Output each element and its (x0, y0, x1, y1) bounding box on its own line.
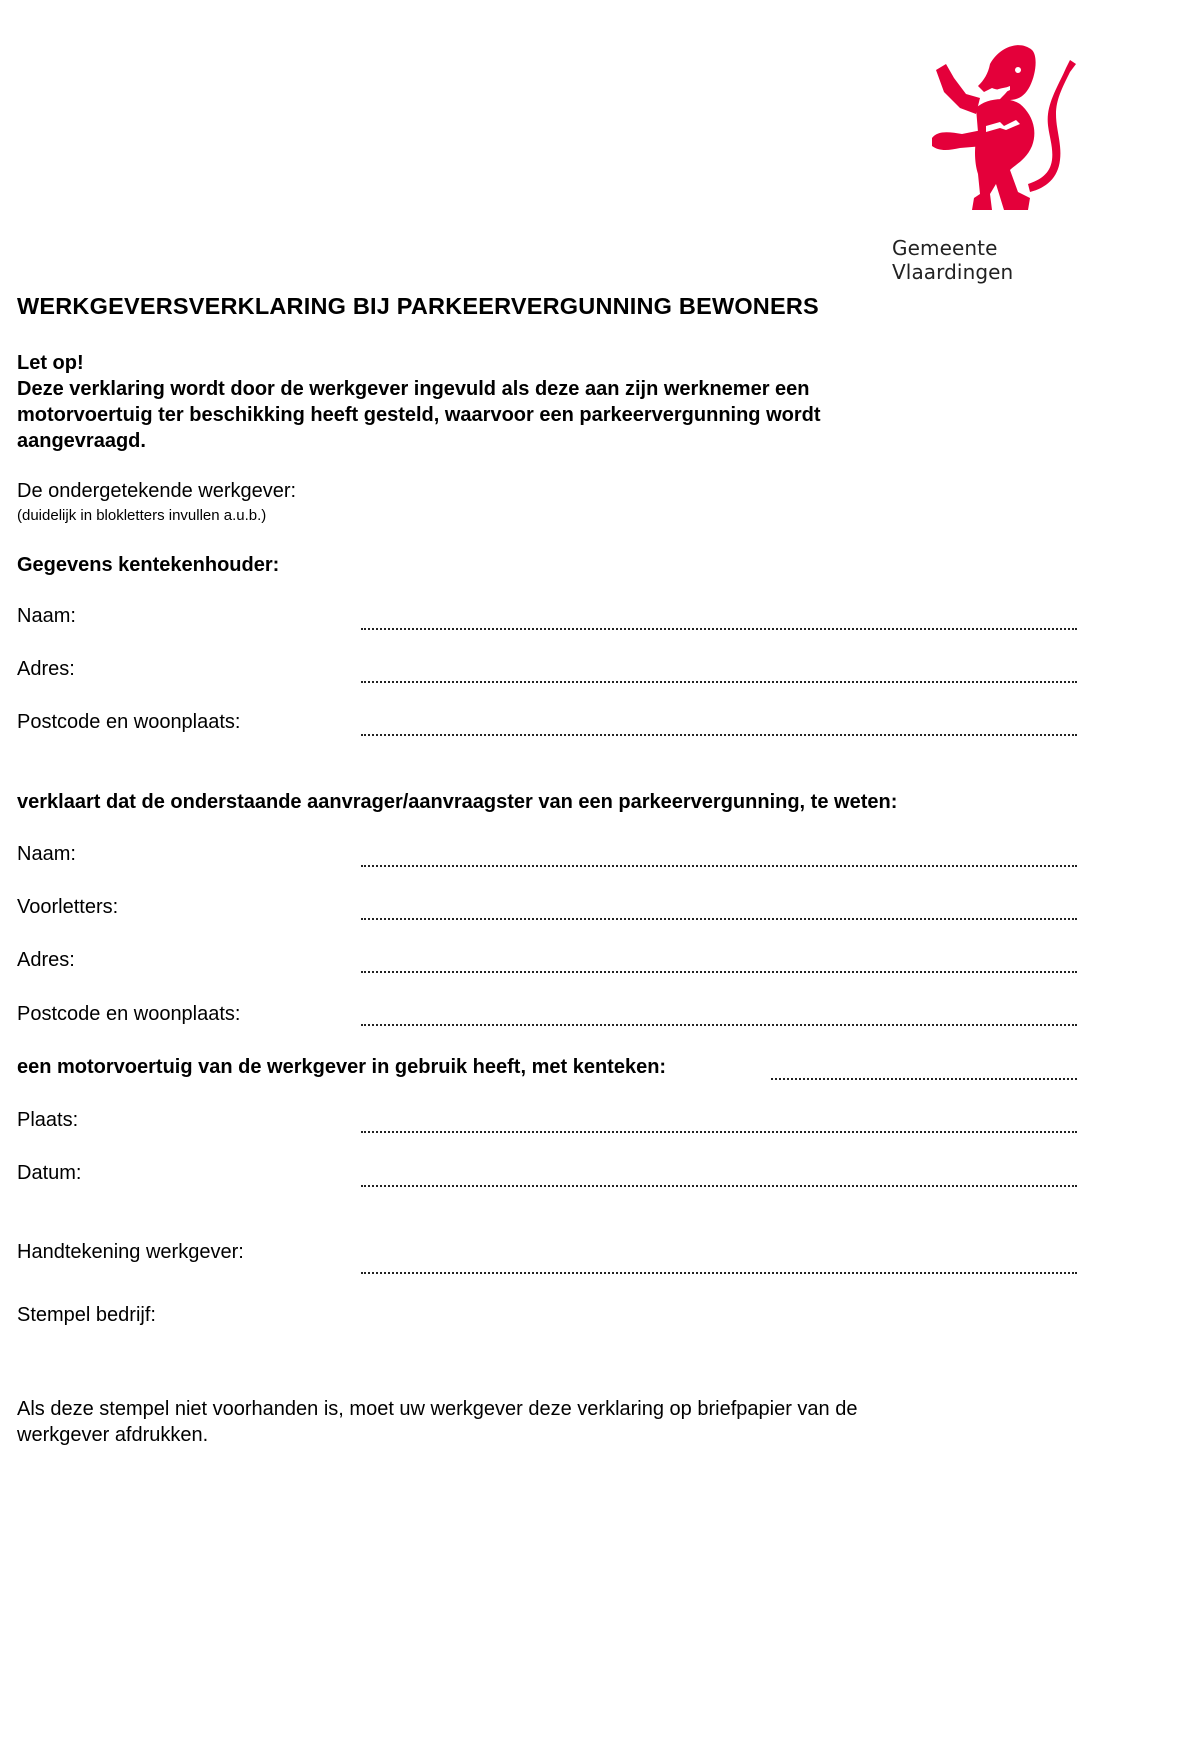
applicant-postcode-city-label: Postcode en woonplaats: (17, 1003, 241, 1025)
date-label: Datum: (17, 1162, 82, 1184)
holder-heading: Gegevens kentekenhouder: (17, 554, 280, 576)
holder-address-field[interactable] (361, 681, 1077, 683)
footer-line: werkgever afdrukken. (17, 1424, 209, 1446)
date-field[interactable] (361, 1185, 1077, 1187)
applicant-initials-field[interactable] (361, 918, 1077, 920)
notice-block (17, 350, 1017, 454)
holder-name-field[interactable] (361, 628, 1077, 630)
notice-line: Deze verklaring wordt door de werkgever ingevuld als deze aan zijn werknemer een (17, 378, 810, 400)
license-plate-field[interactable] (771, 1078, 1077, 1080)
holder-address-label: Adres: (17, 658, 75, 680)
applicant-address-field[interactable] (361, 971, 1077, 973)
holder-postcode-city-label: Postcode en woonplaats: (17, 711, 241, 733)
signature-field[interactable] (361, 1272, 1077, 1274)
place-label: Plaats: (17, 1109, 79, 1131)
lion-icon (920, 34, 1080, 234)
municipality-name: Gemeente Vlaardingen (892, 236, 1014, 284)
footer-line: Als deze stempel niet voorhanden is, moet uw werkgever deze verklaring op briefpapier van de (17, 1398, 858, 1420)
place-field[interactable] (361, 1131, 1077, 1133)
notice-heading: Let op! (17, 352, 84, 374)
declaration-text: verklaart dat de onderstaande aanvrager/aanvraagster van een parkeervergunning, te weten: (17, 791, 898, 813)
notice-line: aangevraagd. (17, 430, 146, 452)
applicant-name-label: Naam: (17, 843, 76, 865)
applicant-name-field[interactable] (361, 865, 1077, 867)
applicant-initials-label: Voorletters: (17, 896, 119, 918)
holder-name-label: Naam: (17, 605, 76, 627)
stamp-label: Stempel bedrijf: (17, 1304, 156, 1326)
employer-hint: (duidelijk in blokletters invullen a.u.b.) (17, 507, 267, 524)
holder-postcode-city-field[interactable] (361, 734, 1077, 736)
notice-line: motorvoertuig ter beschikking heeft gesteld, waarvoor een parkeervergunning wordt (17, 404, 821, 426)
municipality-logo (892, 30, 1110, 284)
applicant-address-label: Adres: (17, 949, 75, 971)
applicant-postcode-city-field[interactable] (361, 1024, 1077, 1026)
vehicle-text: een motorvoertuig van de werkgever in gebruik heeft, met kenteken: (17, 1056, 667, 1078)
employer-intro: De ondergetekende werkgever: (17, 480, 297, 502)
document-title: WERKGEVERSVERKLARING BIJ PARKEERVERGUNNING BEWONERS (17, 293, 819, 319)
signature-label: Handtekening werkgever: (17, 1241, 244, 1263)
